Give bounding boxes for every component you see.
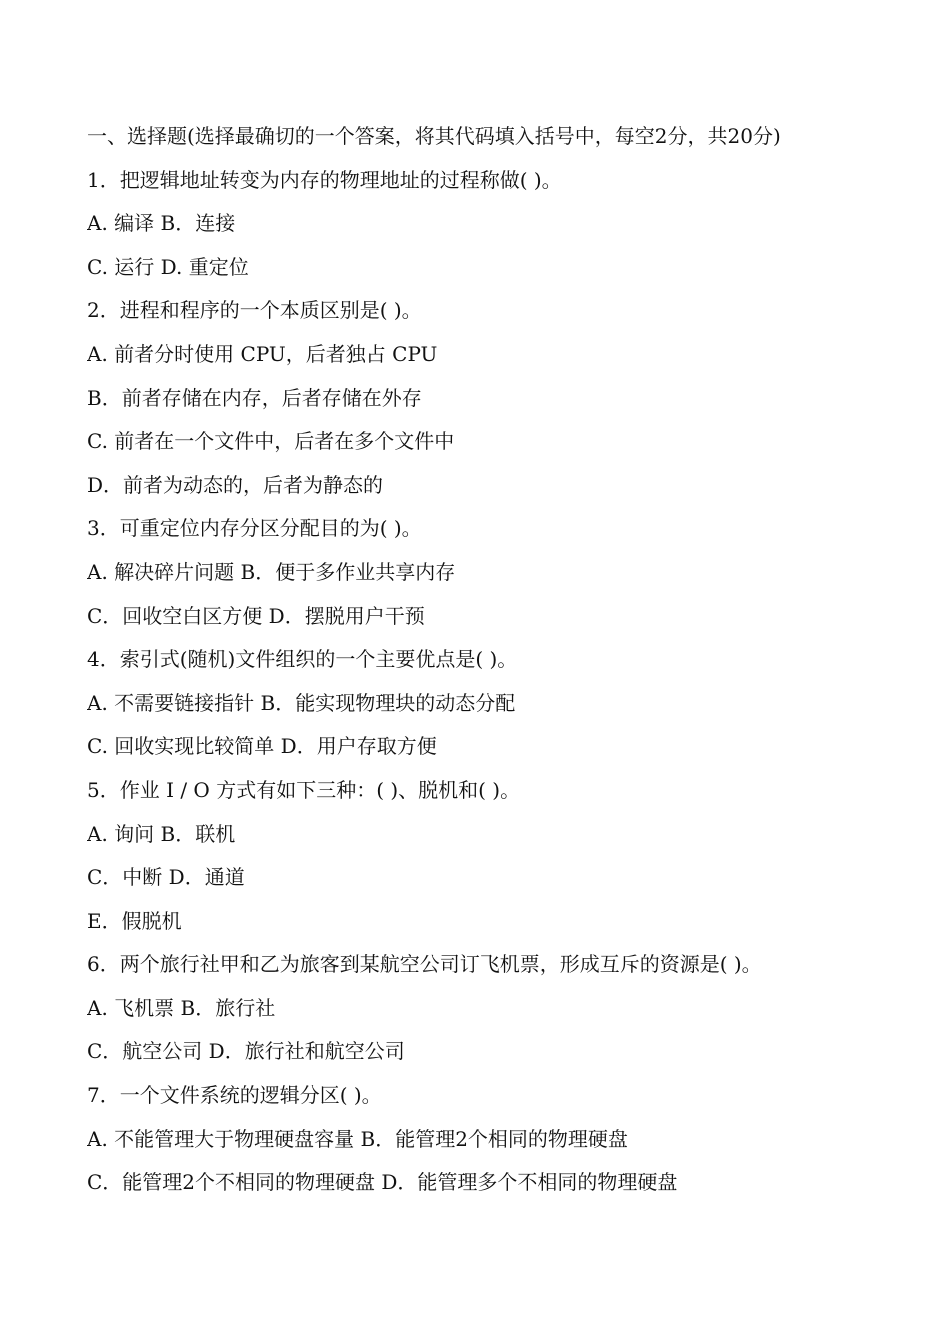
q1-options-cd: C. 运行 D. 重定位 <box>87 254 249 279</box>
q5-options-cd: C．中断 D．通道 <box>87 865 245 890</box>
q3-options-ab: A. 解决碎片问题 B．便于多作业共享内存 <box>87 559 456 584</box>
question-4: 4．索引式(随机)文件组织的一个主要优点是( )。 <box>87 647 518 672</box>
q3-options-cd: C．回收空白区方便 D．摆脱用户干预 <box>87 603 425 628</box>
document-content <box>87 115 887 1205</box>
q5-option-e: E．假脱机 <box>87 908 182 933</box>
question-5: 5．作业 I / O 方式有如下三种：( )、脱机和( )。 <box>87 777 521 802</box>
q1-options-ab: A. 编译 B．连接 <box>87 211 236 236</box>
q2-option-c: C. 前者在一个文件中，后者在多个文件中 <box>87 429 455 454</box>
question-3: 3．可重定位内存分区分配目的为( )。 <box>87 516 422 541</box>
q7-options-cd: C．能管理2个不相同的物理硬盘 D．能管理多个不相同的物理硬盘 <box>87 1170 678 1195</box>
question-7: 7．一个文件系统的逻辑分区( )。 <box>87 1083 382 1108</box>
q2-option-a: A. 前者分时使用 CPU，后者独占 CPU <box>87 341 438 366</box>
q6-options-ab: A. 飞机票 B．旅行社 <box>87 995 276 1020</box>
q6-options-cd: C．航空公司 D．旅行社和航空公司 <box>87 1039 405 1064</box>
q5-options-ab: A. 询问 B．联机 <box>87 821 236 846</box>
question-1: 1．把逻辑地址转变为内存的物理地址的过程称做( )。 <box>87 167 562 192</box>
q4-options-ab: A. 不需要链接指针 B．能实现物理块的动态分配 <box>87 690 516 715</box>
q2-option-d: D．前者为动态的，后者为静态的 <box>87 472 384 497</box>
question-6: 6．两个旅行社甲和乙为旅客到某航空公司订飞机票，形成互斥的资源是( )。 <box>87 952 762 977</box>
q2-option-b: B．前者存储在内存，后者存储在外存 <box>87 385 422 410</box>
section-heading: 一、选择题(选择最确切的一个答案，将其代码填入括号中，每空2分，共20分) <box>87 124 781 148</box>
q4-options-cd: C. 回收实现比较简单 D．用户存取方便 <box>87 734 437 759</box>
question-2: 2．进程和程序的一个本质区别是( )。 <box>87 298 422 323</box>
q7-options-ab: A. 不能管理大于物理硬盘容量 B．能管理2个相同的物理硬盘 <box>87 1126 628 1151</box>
